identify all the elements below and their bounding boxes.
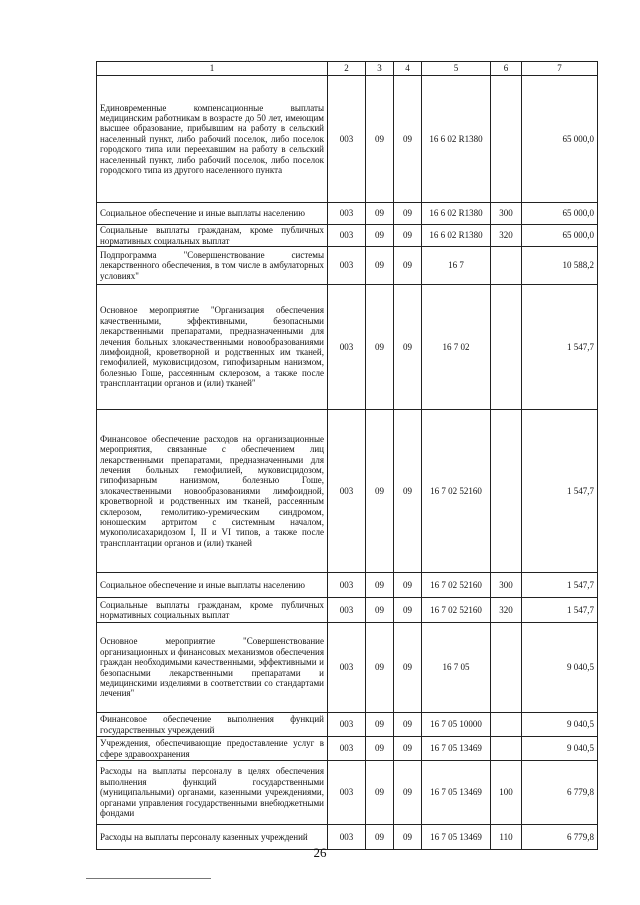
subsection-code: 09 bbox=[394, 410, 422, 573]
row-description: Основное мероприятие "Совершенствование организационных и финансовых механизмов обеспечения граждан необходимыми качественными, эффективными и безопасными лекарственными препаратами и медицинскими изделиями в соответствии со стандартами лечения" bbox=[97, 623, 328, 713]
column-header: 2 bbox=[328, 62, 366, 76]
footnote-divider bbox=[86, 878, 211, 879]
section-code: 09 bbox=[366, 76, 394, 203]
row-description: Социальное обеспечение и иные выплаты населению bbox=[97, 203, 328, 225]
expense-type bbox=[491, 623, 522, 713]
section-code: 09 bbox=[366, 285, 394, 410]
amount: 10 588,2 bbox=[522, 247, 598, 285]
table-row bbox=[97, 573, 598, 598]
target-article: 16 7 05 bbox=[422, 623, 491, 713]
table-header-row bbox=[97, 62, 598, 76]
column-header: 4 bbox=[394, 62, 422, 76]
amount: 1 547,7 bbox=[522, 410, 598, 573]
column-header: 3 bbox=[366, 62, 394, 76]
amount: 1 547,7 bbox=[522, 285, 598, 410]
ministry-code: 003 bbox=[328, 713, 366, 737]
expense-type bbox=[491, 737, 522, 761]
expense-type: 320 bbox=[491, 225, 522, 247]
ministry-code: 003 bbox=[328, 825, 366, 850]
table-row bbox=[97, 76, 598, 203]
ministry-code: 003 bbox=[328, 737, 366, 761]
amount: 9 040,5 bbox=[522, 737, 598, 761]
expense-type: 100 bbox=[491, 761, 522, 825]
column-header: 1 bbox=[97, 62, 328, 76]
section-code: 09 bbox=[366, 598, 394, 623]
section-code: 09 bbox=[366, 713, 394, 737]
subsection-code: 09 bbox=[394, 203, 422, 225]
ministry-code: 003 bbox=[328, 410, 366, 573]
target-article: 16 6 02 R1380 bbox=[422, 203, 491, 225]
ministry-code: 003 bbox=[328, 623, 366, 713]
expense-type bbox=[491, 76, 522, 203]
target-article: 16 7 05 10000 bbox=[422, 713, 491, 737]
target-article: 16 6 02 R1380 bbox=[422, 76, 491, 203]
expense-type: 320 bbox=[491, 598, 522, 623]
row-description: Финансовое обеспечение выполнения функций государственных учреждений bbox=[97, 713, 328, 737]
ministry-code: 003 bbox=[328, 285, 366, 410]
target-article: 16 7 02 52160 bbox=[422, 573, 491, 598]
table-row bbox=[97, 623, 598, 713]
section-code: 09 bbox=[366, 410, 394, 573]
row-description: Основное мероприятие "Организация обеспечения качественными, эффективными, безопасными лекарственными препаратами, предназначенными для лечения больных злокачественными новообразованиями лимфоидной, кроветворной и родственных им тканей, гемофилией, муковисцидозом, гипофизарным нанизмом, болезнью Гоше, рассеянным склерозом, а также после трансплантации органов и (или) тканей" bbox=[97, 285, 328, 410]
table-row bbox=[97, 737, 598, 761]
amount: 1 547,7 bbox=[522, 573, 598, 598]
table-row bbox=[97, 285, 598, 410]
row-description: Расходы на выплаты персоналу казенных учреждений bbox=[97, 825, 328, 850]
expense-type bbox=[491, 285, 522, 410]
row-description: Финансовое обеспечение расходов на организационные мероприятия, связанные с обеспечением лиц лекарственными препаратами, предназначенными для лечения больных гемофилией, муковисцидозом, гипофизарным нанизмом, болезнью Гоше, злокачественными новообразованиями лимфоидной, кроветворной и родственных им тканей, рассеянным склерозом, гемолитико-уремическим синдромом, юношеским артритом с системным началом, мукополисахаридозом I, II и VI типов, а также после трансплантации органов и (или) тканей bbox=[97, 410, 328, 573]
expense-type: 300 bbox=[491, 573, 522, 598]
subsection-code: 09 bbox=[394, 573, 422, 598]
table-row bbox=[97, 598, 598, 623]
ministry-code: 003 bbox=[328, 76, 366, 203]
budget-table bbox=[96, 61, 598, 850]
row-description: Социальные выплаты гражданам, кроме публичных нормативных социальных выплат bbox=[97, 225, 328, 247]
expense-type bbox=[491, 713, 522, 737]
amount: 6 779,8 bbox=[522, 761, 598, 825]
subsection-code: 09 bbox=[394, 285, 422, 410]
amount: 65 000,0 bbox=[522, 225, 598, 247]
target-article: 16 7 bbox=[422, 247, 491, 285]
subsection-code: 09 bbox=[394, 225, 422, 247]
ministry-code: 003 bbox=[328, 761, 366, 825]
amount: 65 000,0 bbox=[522, 203, 598, 225]
row-description: Единовременные компенсационные выплаты медицинским работникам в возрасте до 50 лет, имеющим высшее образование, прибывшим на работу в сельский населенный пункт, либо рабочий поселок, либо поселок городского типа или переехавшим на работу в сельский населенный пункт, либо рабочий поселок, либо поселок городского типа из другого населенного пункта bbox=[97, 76, 328, 203]
row-description: Учреждения, обеспечивающие предоставление услуг в сфере здравоохранения bbox=[97, 737, 328, 761]
section-code: 09 bbox=[366, 225, 394, 247]
amount: 6 779,8 bbox=[522, 825, 598, 850]
row-description: Расходы на выплаты персоналу в целях обеспечения выполнения функций государственными (муниципальными) органами, казенными учреждениями, органами управления государственными внебюджетными фондами bbox=[97, 761, 328, 825]
ministry-code: 003 bbox=[328, 573, 366, 598]
section-code: 09 bbox=[366, 203, 394, 225]
subsection-code: 09 bbox=[394, 713, 422, 737]
subsection-code: 09 bbox=[394, 247, 422, 285]
column-header: 6 bbox=[491, 62, 522, 76]
column-header: 7 bbox=[522, 62, 598, 76]
target-article: 16 7 05 13469 bbox=[422, 761, 491, 825]
expense-type: 300 bbox=[491, 203, 522, 225]
subsection-code: 09 bbox=[394, 737, 422, 761]
ministry-code: 003 bbox=[328, 247, 366, 285]
row-description: Подпрограмма "Совершенствование системы лекарственного обеспечения, в том числе в амбулаторных условиях" bbox=[97, 247, 328, 285]
subsection-code: 09 bbox=[394, 76, 422, 203]
target-article: 16 7 05 13469 bbox=[422, 737, 491, 761]
target-article: 16 7 05 13469 bbox=[422, 825, 491, 850]
ministry-code: 003 bbox=[328, 225, 366, 247]
section-code: 09 bbox=[366, 573, 394, 598]
expense-type bbox=[491, 410, 522, 573]
table-row bbox=[97, 225, 598, 247]
section-code: 09 bbox=[366, 761, 394, 825]
expense-type: 110 bbox=[491, 825, 522, 850]
amount: 65 000,0 bbox=[522, 76, 598, 203]
target-article: 16 6 02 R1380 bbox=[422, 225, 491, 247]
table-row bbox=[97, 247, 598, 285]
section-code: 09 bbox=[366, 737, 394, 761]
subsection-code: 09 bbox=[394, 825, 422, 850]
column-header: 5 bbox=[422, 62, 491, 76]
target-article: 16 7 02 52160 bbox=[422, 598, 491, 623]
subsection-code: 09 bbox=[394, 761, 422, 825]
table-row bbox=[97, 410, 598, 573]
ministry-code: 003 bbox=[328, 203, 366, 225]
section-code: 09 bbox=[366, 825, 394, 850]
section-code: 09 bbox=[366, 247, 394, 285]
amount: 1 547,7 bbox=[522, 598, 598, 623]
amount: 9 040,5 bbox=[522, 623, 598, 713]
subsection-code: 09 bbox=[394, 598, 422, 623]
table-row bbox=[97, 761, 598, 825]
expense-type bbox=[491, 247, 522, 285]
page-number: 26 bbox=[313, 845, 327, 860]
table-row bbox=[97, 203, 598, 225]
amount: 9 040,5 bbox=[522, 713, 598, 737]
row-description: Социальное обеспечение и иные выплаты населению bbox=[97, 573, 328, 598]
table-row bbox=[97, 713, 598, 737]
row-description: Социальные выплаты гражданам, кроме публичных нормативных социальных выплат bbox=[97, 598, 328, 623]
subsection-code: 09 bbox=[394, 623, 422, 713]
target-article: 16 7 02 52160 bbox=[422, 410, 491, 573]
ministry-code: 003 bbox=[328, 598, 366, 623]
target-article: 16 7 02 bbox=[422, 285, 491, 410]
section-code: 09 bbox=[366, 623, 394, 713]
